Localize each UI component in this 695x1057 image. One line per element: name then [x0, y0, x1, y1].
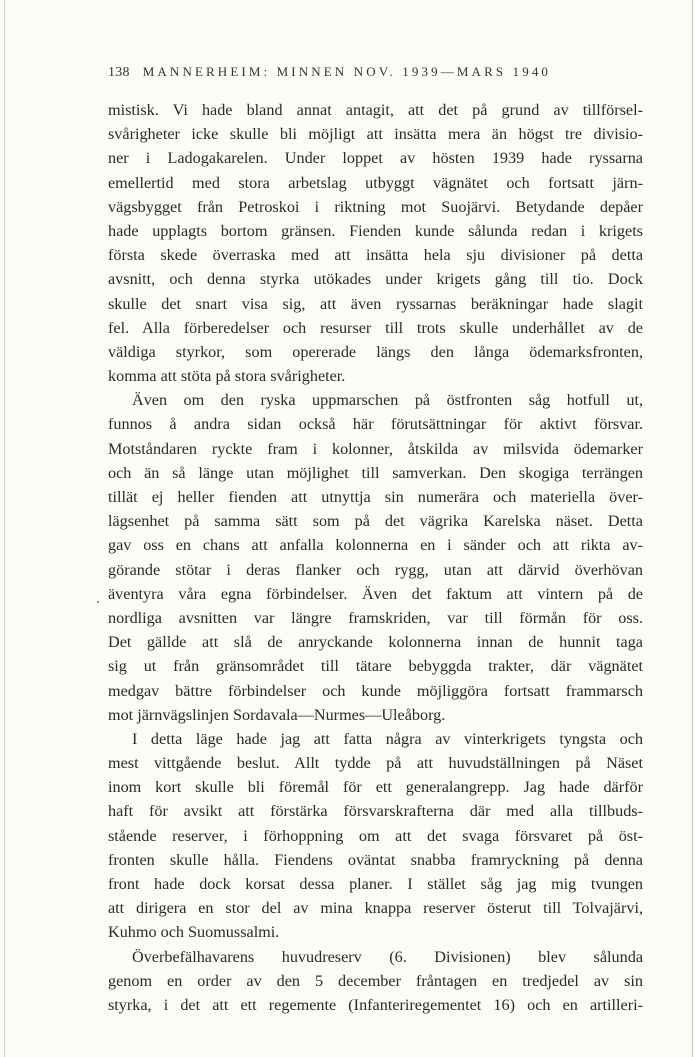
text-line: att dirigera en stor del av mina knappa reserver österut till Tolvajärvi,: [108, 899, 643, 918]
text-line: hade upplagts bortom gränsen. Fienden kunde sålunda redan i krigets: [108, 221, 643, 240]
text-line: görande stötar i deras flanker och rygg, utan att därvid överhövan: [108, 560, 643, 579]
text-line: fronten skulle hålla. Fiendens oväntat snabba framryckning på denna: [108, 850, 643, 869]
text-line: vägsbygget från Petroskoi i riktning mot Suojärvi. Betydande depåer: [108, 197, 643, 216]
text-line: skulle det snart visa sig, att även ryssarnas beräkningar hade slagit: [108, 294, 643, 313]
text-line: äventyra våra egna förbindelser. Även det faktum att vintern på de: [108, 584, 643, 603]
text-line: Det gällde att slå de anryckande kolonnerna innan de hunnit taga: [108, 633, 643, 652]
text-line: första skede överraska med att insätta hela sju divisioner på detta: [108, 246, 643, 265]
text-line: fel. Alla förberedelser och resurser till trots skulle underhållet av de: [108, 318, 643, 337]
text-line: Motståndaren ryckte fram i kolonner, åtskilda av milsvida ödemarker: [108, 439, 643, 458]
text-line: nordliga avsnitten var längre framskriden, var till förmån för oss.: [108, 608, 643, 627]
text-line: ner i Ladogakarelen. Under loppet av hösten 1939 hade ryssarna: [108, 149, 643, 168]
text-line: avsnitt, och denna styrka utökades under krigets gång till tio. Dock: [108, 270, 643, 289]
text-line: väldiga styrkor, som opererade längs den långa ödemarksfronten,: [108, 342, 643, 361]
text-line: Kuhmo och Suomussalmi.: [108, 923, 280, 942]
page-number: 138: [108, 65, 130, 80]
margin-dot-mark: [97, 601, 99, 603]
text-line: inom kort skulle bli föremål för ett generalangrepp. Jag hade därför: [108, 778, 643, 797]
text-line: gav oss en chans att anfalla kolonnerna en i sänder och att rikta av-: [108, 536, 643, 555]
text-line: lägsenhet på samma sätt som på det vägrika Karelska näset. Detta: [108, 512, 643, 531]
text-line: sig ut från gränsområdet till tätare bebyggda trakter, där vägnätet: [108, 657, 643, 676]
text-line: mistisk. Vi hade bland annat antagit, att det på grund av tillförsel-: [108, 101, 643, 119]
text-line: emellertid med stora arbetslag utbyggt vägnätet och fortsatt järn-: [108, 173, 643, 192]
text-line: mest vittgående beslut. Allt tydde på att huvudställningen på Näset: [108, 754, 643, 773]
text-line: tillät ej heller fienden att utnyttja sin numerära och materiella över-: [108, 488, 643, 506]
text-line: svårigheter icke skulle bli möjligt att insätta mera än högst tre divisio-: [108, 125, 643, 144]
page-header: [108, 64, 640, 86]
text-line: I detta läge hade jag att fatta några av vinterkrigets tyngsta och: [132, 729, 643, 748]
text-line: funnos å andra sidan också här förutsättningar för aktivt försvar.: [108, 415, 643, 434]
page-edge-right: [692, 0, 693, 1057]
text-line: och än så länge utan möjlighet till samverkan. Den skogiga terrängen: [108, 463, 643, 482]
text-line: komma att stöta på stora svårigheter.: [108, 367, 346, 386]
running-title: MANNERHEIM: MINNEN NOV. 1939—MARS 1940: [142, 64, 552, 79]
text-line: mot järnvägslinjen Sordavala—Nurmes—Uleåborg.: [108, 705, 446, 724]
text-line: medgav bättre förbindelser och kunde möjliggöra fortsatt frammarsch: [108, 681, 643, 700]
page-edge-left: [4, 0, 5, 1057]
body-text: [108, 98, 643, 1017]
text-line: haft för avsikt att förstärka försvarskrafterna där med alla tillbuds-: [108, 802, 643, 821]
text-line: genom en order av den 5 december fråntagen en tredjedel av sin: [108, 971, 643, 990]
text-line: front hade dock korsat dessa planer. I stället såg jag mig tvungen: [108, 875, 643, 893]
text-line: Även om den ryska uppmarschen på östfronten såg hotfull ut,: [132, 391, 643, 410]
text-line: stående reserver, i förhoppning om att det svaga försvaret på öst-: [108, 826, 643, 845]
text-line: styrka, i det att ett regemente (Infanteriregementet 16) och en artilleri-: [108, 995, 643, 1014]
text-line: Överbefälhavarens huvudreserv (6. Divisionen) blev sålunda: [132, 947, 643, 966]
